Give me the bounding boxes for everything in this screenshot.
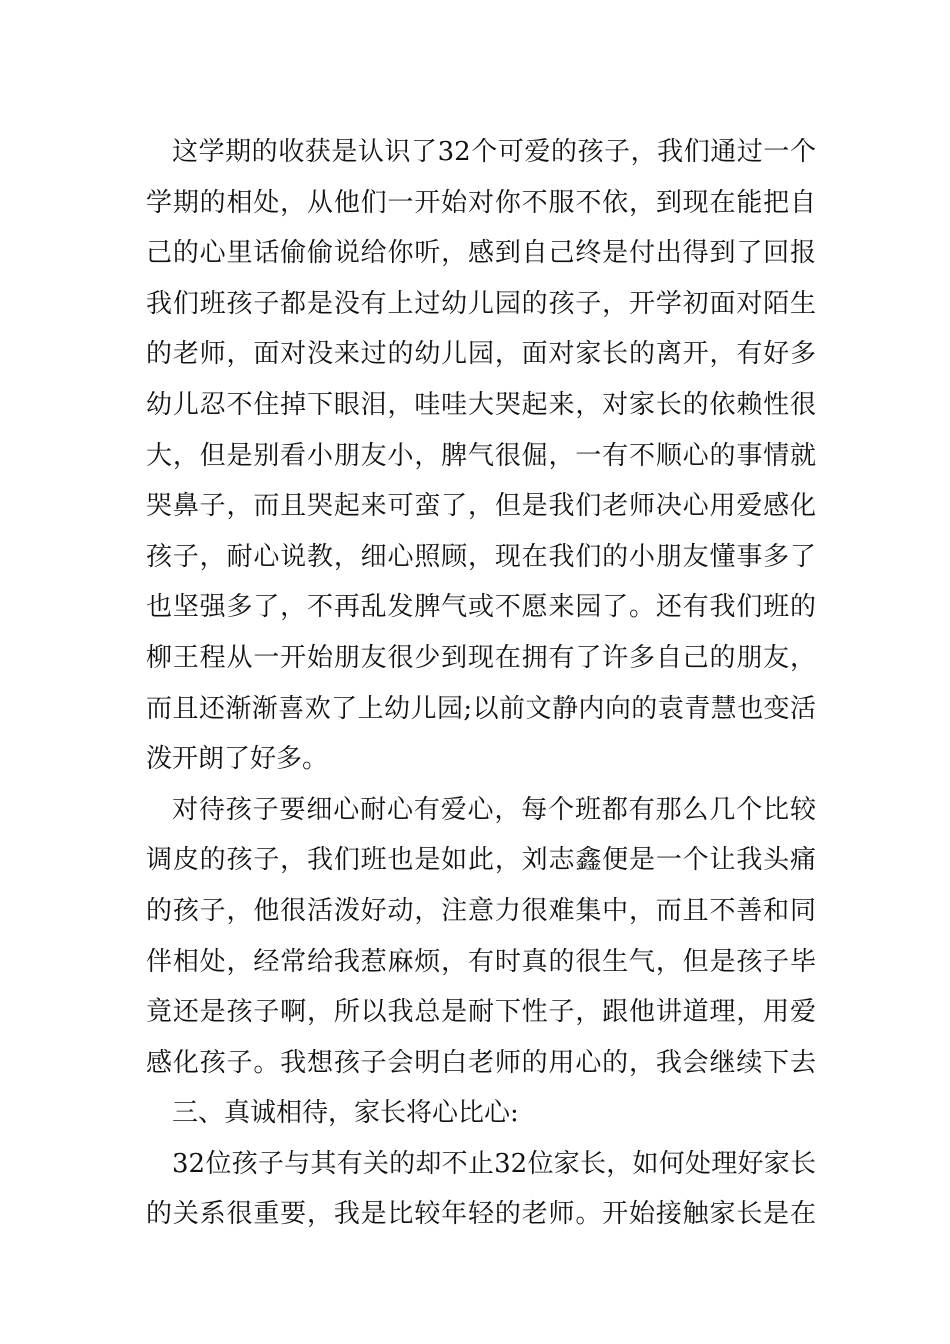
text-line: 而且还渐渐喜欢了上幼儿园;以前文静内向的袁青慧也变活	[146, 693, 816, 724]
section-heading	[146, 1088, 816, 1139]
body-text	[146, 127, 816, 1240]
text-line: 哭鼻子，而且哭起来可蛮了，但是我们老师决心用爱感化	[146, 491, 816, 522]
text-line: 感化孩子。我想孩子会明白老师的用心的，我会继续下去	[146, 1047, 816, 1078]
text-line: 这学期的收获是认识了32个可爱的孩子，我们通过一个	[172, 137, 816, 167]
text-line: 调皮的孩子，我们班也是如此，刘志鑫便是一个让我头痛	[146, 845, 816, 876]
paragraph	[146, 785, 816, 1089]
text-line: 的孩子，他很活泼好动，注意力很难集中，而且不善和同	[146, 895, 816, 926]
text-line: 我们班孩子都是没有上过幼儿园的孩子，开学初面对陌生	[146, 288, 816, 319]
text-line: 的关系很重要，我是比较年轻的老师。开始接触家长是在	[146, 1199, 816, 1230]
text-line: 也坚强多了，不再乱发脾气或不愿来园了。还有我们班的	[146, 592, 816, 623]
text-line: 学期的相处，从他们一开始对你不服不依，到现在能把自	[146, 187, 816, 218]
text-line: 孩子，耐心说教，细心照顾，现在我们的小朋友懂事多了	[146, 541, 816, 572]
text-line: 三、真诚相待，家长将心比心:	[172, 1098, 519, 1129]
text-line: 大，但是别看小朋友小，脾气很倔，一有不顺心的事情就	[146, 440, 816, 471]
text-line: 的老师，面对没来过的幼儿园，面对家长的离开，有好多	[146, 339, 816, 370]
text-line: 32位孩子与其有关的却不止32位家长，如何处理好家长	[172, 1148, 816, 1179]
text-line: 伴相处，经常给我惹麻烦，有时真的很生气，但是孩子毕	[146, 946, 816, 977]
text-line: 幼儿忍不住掉下眼泪，哇哇大哭起来，对家长的依赖性很	[146, 389, 816, 420]
paragraph	[146, 1139, 816, 1240]
text-line: 竟还是孩子啊，所以我总是耐下性子，跟他讲道理，用爱	[146, 997, 816, 1028]
text-line: 对待孩子要细心耐心有爱心，每个班都有那么几个比较	[172, 794, 816, 825]
text-line: 己的心里话偷偷说给你听，感到自己终是付出得到了回报	[146, 238, 816, 269]
paragraph	[146, 127, 816, 785]
text-line: 泼开朗了好多。	[146, 744, 329, 775]
text-line: 柳王程从一开始朋友很少到现在拥有了许多自己的朋友，	[146, 642, 816, 673]
